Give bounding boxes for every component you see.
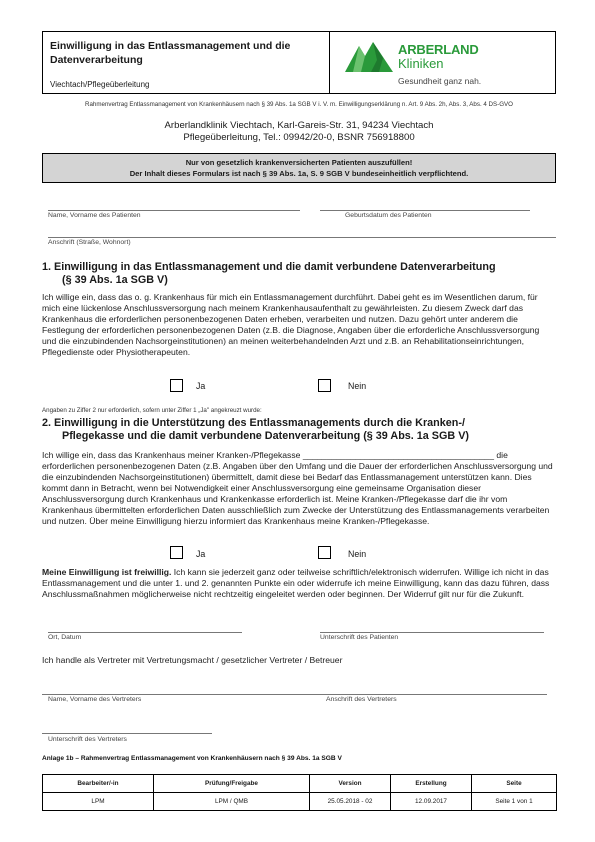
section-2-text: Ich willige ein, dass das Krankenhaus meiner Kranken-/Pflegekasse ________________________________________ die erforderlichen personenbezogenen Daten (z.B. Angaben über den Umfang und die Dauer der erforderlichen Anschlussversorgung und die einzubindenden Nachsorgeinstitutionen) übermittelt, damit diese bei Bedarf das Entlassmanagement unterstützen kann. Dies kommt dann in Betracht, wenn bei Notwendigkeit einer Anschlussversorgung eine gemeinsame Organisation dieser Anschlussversorgung durch Krankenhaus und Krankenkasse erforderlich ist. Meine Kranken-/Pflegekasse darf die ihr vom Krankenhaus übermittelten erforderlichen Daten ausschließlich zum Zwecke der Unterstützung des Entlassmanagements verarbeiten und nutzen. Über meine Einwilligung hierzu informiert das Krankenhaus meine Kranken-/Pflegekasse.: [42, 450, 553, 526]
name-field-line[interactable]: [48, 210, 300, 211]
voluntary-text: Ich kann sie jederzeit ganz oder teilweise schriftlich/elektronisch widerrufen. Willige ich nicht in das Entlassmanagement und die unter 1. und 2. genannten Punkte ein oder widerrufe ich meine Einwilligung, kann das dazu führen, dass Anschlussmaßnahmen möglicherweise nicht rechtzeitig eingeleitet werden oder beginnen. Der Widerruf gilt nur für die Zukunft.: [42, 567, 550, 599]
section-1-heading: 1. Einwilligung in das Entlassmanagement und die damit verbundene Datenverarbeitung (§ 39 Abs. 1a SGB V): [42, 261, 496, 286]
section-2-yes-checkbox[interactable]: [170, 546, 183, 559]
notice-box: [42, 153, 556, 183]
arberland-logo: [343, 36, 553, 92]
brand-name: ARBERLAND: [398, 42, 479, 57]
representative-line[interactable]: [42, 694, 547, 695]
brand-tagline: Gesundheit ganz nah.: [398, 76, 482, 86]
header-review: Prüfung/Freigabe: [154, 775, 310, 793]
brand-sub: Kliniken: [398, 56, 444, 71]
section-2-yes-label: Ja: [196, 549, 206, 559]
section-1-yes-checkbox[interactable]: [170, 379, 183, 392]
rep-signature-line[interactable]: [42, 733, 212, 734]
table-header-row: [43, 775, 557, 793]
form-title: Einwilligung in das Entlassmanagement und die Datenverarbeitung: [50, 40, 291, 66]
document-control-table: [42, 774, 557, 811]
value-author: LPM: [43, 793, 154, 811]
representative-text: Ich handle als Vertreter mit Vertretungsmacht / gesetzlicher Vertreter / Betreuer: [42, 655, 343, 665]
voluntary-bold: Meine Einwilligung ist freiwillig.: [42, 567, 172, 577]
value-page: Seite 1 von 1: [472, 793, 557, 811]
rep-signature-label: Unterschrift des Vertreters: [48, 736, 127, 743]
address-line-1: Arberlandklinik Viechtach, Karl-Gareis-Str. 31, 94234 Viechtach: [164, 120, 434, 131]
section-1-no-checkbox[interactable]: [318, 379, 331, 392]
place-date-line[interactable]: [48, 632, 242, 633]
section-2-heading: 2. Einwilligung in die Unterstützung des Entlassmanagements durch die Kranken-/ Pflegekasse und die damit verbundene Datenverarbeitung (§ 39 Abs. 1a SGB V): [42, 417, 470, 442]
notice-line-2: Der Inhalt dieses Formulars ist nach § 39 Abs. 1a, S. 9 SGB V bundeseinheitlich verpflichtend.: [129, 168, 469, 178]
annex-reference: Anlage 1b – Rahmenvertrag Entlassmanagement von Krankenhäusern nach § 39 Abs. 1a SGB V: [42, 755, 342, 762]
section-1-no-label: Nein: [348, 381, 367, 391]
section-1-text: Ich willige ein, dass das o. g. Krankenhaus für mich ein Entlassmanagement durchführt. Dabei geht es im Wesentlichen darum, für mich eine lückenlose Anschlussversorgung nach meinem Krankenhausaufenthalt zu gewährleisten. Zu diesem Zweck darf das Krankenhaus die erforderlichen personenbezogenen Daten erheben, verarbeiten und nutzen. Dazu gehört unter anderem die Festlegung der erforderlichen personenbezogenen Daten (z.B. die Diagnose, Angaben über die erforderliche Anschlussversorgung und die einzubindenden Nachsorgeinstitutionen) an meinen weiterbehandelnden Arzt und z.B. an Rehabilitationseinrichtungen, Pflegedienste oder Physiotherapeuten.: [42, 292, 540, 357]
rep-address-label: Anschrift des Vertreters: [326, 696, 397, 703]
table-row: [43, 793, 557, 811]
address-field-line[interactable]: [48, 237, 556, 238]
header-box: [42, 31, 556, 94]
department: Viechtach/Pflegeüberleitung: [50, 80, 150, 89]
dob-field-label: Geburtsdatum des Patienten: [345, 212, 432, 219]
name-field-label: Name, Vorname des Patienten: [48, 212, 141, 219]
value-version: 25.05.2018 - 02: [310, 793, 391, 811]
mountain-logo-icon: [343, 38, 395, 74]
patient-signature-label: Unterschrift des Patienten: [320, 634, 399, 641]
address-line-2: Pflegeüberleitung, Tel.: 09942/20-0, BSNR 756918800: [183, 132, 415, 143]
header-title-cell: [43, 32, 330, 93]
section-2-no-label: Nein: [348, 549, 367, 559]
section-2-condition-note: Angaben zu Ziffer 2 nur erforderlich, sofern unter Ziffer 1 „Ja" angekreuzt wurde:: [42, 407, 262, 414]
clinic-address: [42, 120, 556, 144]
patient-signature-line[interactable]: [320, 632, 544, 633]
legal-reference: Rahmenvertrag Entlassmanagement von Krankenhäusern nach § 39 Abs. 1a SGB V i. V. m. Einwilligungserklärung n. Art. 9 Abs. 2h, Abs. 3, Abs. 4 DS-GVO: [85, 101, 513, 108]
header-version: Version: [310, 775, 391, 793]
dob-field-line[interactable]: [320, 210, 530, 211]
value-review: LPM / QMB: [154, 793, 310, 811]
place-date-label: Ort, Datum: [48, 634, 82, 641]
rep-name-label: Name, Vorname des Vertreters: [48, 696, 142, 703]
header-created: Erstellung: [391, 775, 472, 793]
voluntary-statement: [42, 567, 556, 600]
header-author: Bearbeiter/-in: [43, 775, 154, 793]
header-page: Seite: [472, 775, 557, 793]
value-created: 12.09.2017: [391, 793, 472, 811]
section-2-no-checkbox[interactable]: [318, 546, 331, 559]
notice-line-1: Nur von gesetzlich krankenversicherten Patienten auszufüllen!: [185, 158, 413, 167]
address-field-label: Anschrift (Straße, Wohnort): [48, 239, 131, 246]
section-1-yes-label: Ja: [196, 381, 206, 391]
